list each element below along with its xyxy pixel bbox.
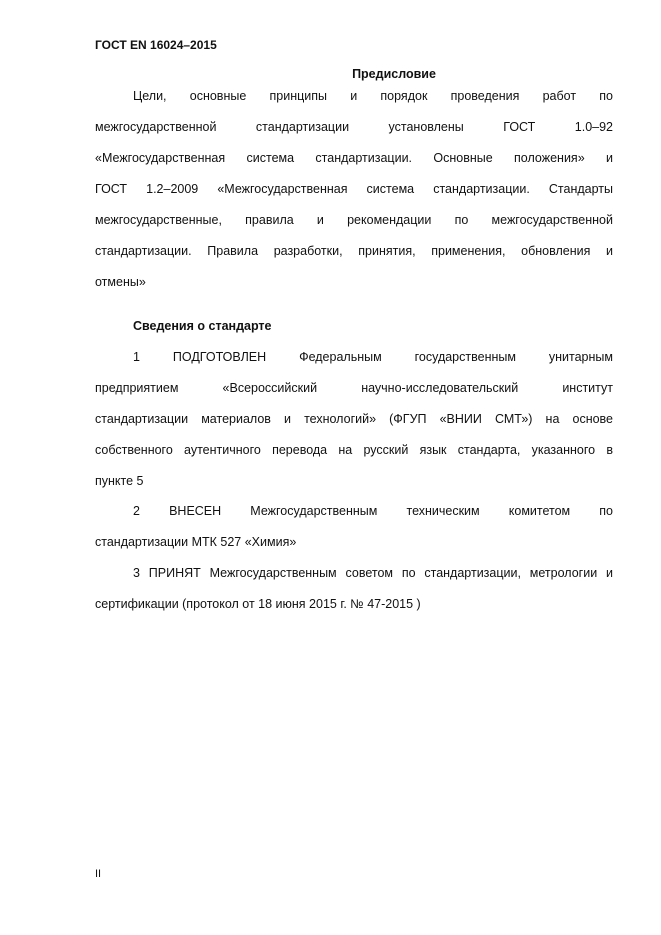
info-item-1-line: стандартизации материалов и технологий» (ФГУП «ВНИИ СМТ») на основе — [95, 412, 613, 426]
info-item-1-line: предприятием «Всероссийский научно-исследовательский институт — [95, 381, 613, 395]
info-item-3-line: 3 ПРИНЯТ Межгосударственным советом по стандартизации, метрологии и — [133, 566, 613, 580]
info-item-1-line: собственного аутентичного перевода на русский язык стандарта, указанного в — [95, 443, 613, 457]
info-item-1-line: 1 ПОДГОТОВЛЕН Федеральным государственным унитарным — [133, 350, 613, 364]
foreword-line: стандартизации. Правила разработки, принятия, применения, обновления и — [95, 244, 613, 258]
foreword-line: Цели, основные принципы и порядок проведения работ по — [133, 89, 613, 103]
foreword-line: ГОСТ 1.2–2009 «Межгосударственная система стандартизации. Стандарты — [95, 182, 613, 196]
page-number: II — [95, 868, 102, 880]
info-item-1 — [95, 342, 613, 497]
info-item-3-line: сертификации (протокол от 18 июня 2015 г. № 47-2015 ) — [95, 597, 421, 611]
info-item-2-line: стандартизации МТК 527 «Химия» — [95, 535, 297, 549]
foreword-line: межгосударственной стандартизации установлены ГОСТ 1.0–92 — [95, 120, 613, 134]
foreword-line: межгосударственные, правила и рекомендации по межгосударственной — [95, 213, 613, 227]
info-item-2 — [95, 496, 613, 558]
document-header-id: ГОСТ EN 16024–2015 — [95, 38, 217, 52]
info-item-1-line: пункте 5 — [95, 474, 144, 488]
foreword-title: Предисловие — [352, 67, 436, 81]
standard-info-title: Сведения о стандарте — [133, 319, 272, 333]
foreword-line: отмены» — [95, 275, 146, 289]
foreword-paragraph — [95, 81, 613, 298]
info-item-2-line: 2 ВНЕСЕН Межгосударственным техническим комитетом по — [133, 504, 613, 518]
info-item-3 — [95, 558, 613, 620]
foreword-line: «Межгосударственная система стандартизации. Основные положения» и — [95, 151, 613, 165]
